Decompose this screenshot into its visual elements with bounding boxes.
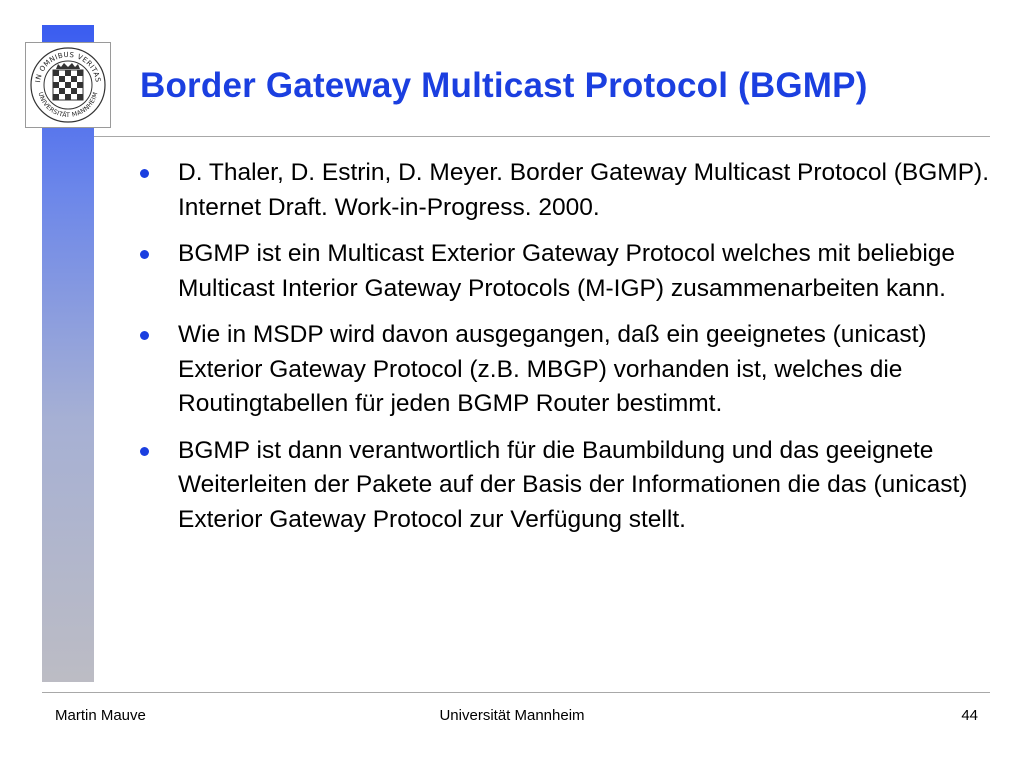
bullet-text: BGMP ist ein Multicast Exterior Gateway Protocol welches mit beliebige Multicast Interior Gateway Protocols (M-IGP) zusammenarbeiten kann. bbox=[178, 240, 956, 302]
bullet-item bbox=[140, 237, 990, 306]
footer-divider bbox=[42, 692, 990, 693]
university-logo bbox=[25, 42, 111, 128]
bullet-text: Wie in MSDP wird davon ausgegangen, daß ein geeignetes (unicast) Exterior Gateway Protocol (z.B. MBGP) vorhanden ist, welches die Routingtabellen für jeden BGMP Router bestimmt. bbox=[178, 321, 927, 417]
bullet-dot-icon bbox=[140, 331, 149, 340]
bullet-text: D. Thaler, D. Estrin, D. Meyer. Border Gateway Multicast Protocol (BGMP). Internet Draft. Work-in-Progress. 2000. bbox=[178, 159, 990, 221]
footer-institution: Universität Mannheim bbox=[439, 707, 585, 724]
bullet-list bbox=[140, 156, 990, 549]
bullet-item bbox=[140, 156, 990, 225]
university-seal-icon bbox=[26, 43, 110, 127]
footer-author: Martin Mauve bbox=[55, 707, 146, 724]
footer-page-number: 44 bbox=[961, 707, 978, 724]
bullet-dot-icon bbox=[140, 447, 149, 456]
bullet-item bbox=[140, 434, 990, 538]
logo-motto-text: IN OMNIBUS VERITAS bbox=[34, 50, 102, 84]
slide-title: Border Gateway Multicast Protocol (BGMP) bbox=[140, 66, 868, 105]
bullet-dot-icon bbox=[140, 250, 149, 259]
logo-name-text: UNIVERSITÄT MANNHEIM bbox=[36, 91, 100, 120]
bullet-item bbox=[140, 318, 990, 422]
bullet-dot-icon bbox=[140, 169, 149, 178]
bullet-text: BGMP ist dann verantwortlich für die Baumbildung und das geeignete Weiterleiten der Pakete auf der Basis der Informationen die das (unicast) Exterior Gateway Protocol zur Verfügung stellt. bbox=[178, 436, 968, 533]
title-divider bbox=[94, 136, 990, 137]
